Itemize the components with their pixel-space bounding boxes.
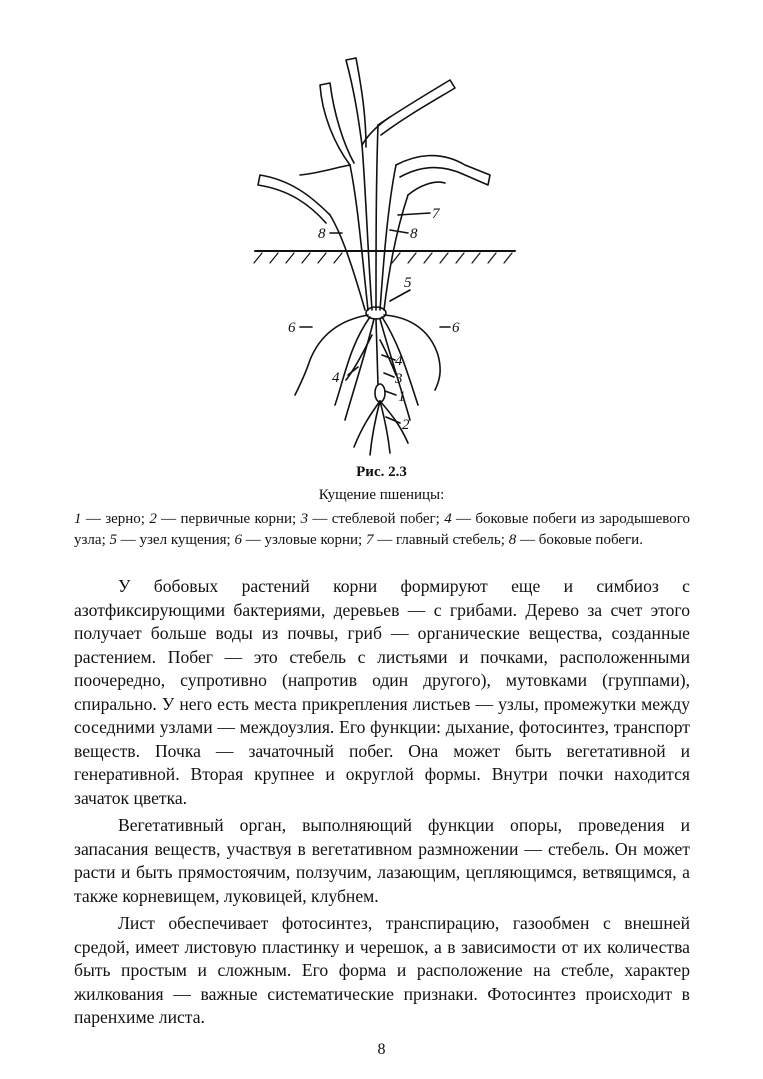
legend-text: — зерно; [81, 511, 150, 527]
paragraph-3: Лист обеспечивает фотосинтез, транспирацию, газообмен с внешней средой, имеет листовую пластинку и черешок, а в зависимости от их количества быть простым и сложным. Его форма и расположение на стебле, характер жилкования — важные систематические признаки. Фотосинтез происходит в паренхиме листа. [74, 913, 690, 1027]
callout-7: 7 [432, 206, 440, 222]
legend-num: 7 [365, 532, 374, 548]
legend-text: — узел кущения; [117, 532, 235, 548]
legend-num: 2 [149, 511, 157, 527]
paragraph-2: Вегетативный орган, выполняющий функции опоры, проведения и запасания веществ, участвуя в вегетативном размножении — стебель. Он может расти и быть прямостоячим, ползучим, лазающим, цепляющимся, ветвящимся, а также корневищем, луковицей, клубнем. [74, 815, 690, 906]
legend-num: 1 [74, 511, 82, 527]
callout-6-left: 6 [288, 320, 296, 336]
legend-num: 3 [300, 511, 309, 527]
figure-subtitle: Кущение пшеницы: [318, 487, 445, 503]
callout-6-right: 6 [452, 320, 460, 336]
legend-num: 8 [508, 532, 517, 548]
figure-title: Рис. 2.3 [356, 464, 407, 480]
legend-num: 5 [109, 532, 117, 548]
legend-num: 4 [444, 511, 452, 527]
wheat-plant-drawing [250, 55, 520, 465]
callout-4-left: 4 [332, 370, 340, 386]
body-text [74, 575, 690, 1034]
callout-2: 2 [402, 417, 410, 433]
legend-text: — стеблевой побег; [308, 511, 445, 527]
legend-text: — узловые корни; [241, 532, 366, 548]
page-number: 8 [377, 1041, 386, 1058]
legend-text: — боковые побеги из зародышевого узла; [74, 511, 691, 548]
callout-8-left: 8 [318, 226, 326, 242]
callout-3: 3 [395, 371, 403, 387]
figure-legend [74, 509, 690, 551]
callout-5: 5 [404, 275, 412, 291]
legend-text: — главный стебель; [373, 532, 509, 548]
legend-text: — боковые побеги. [516, 532, 643, 548]
callout-4-right: 4 [395, 353, 403, 369]
legend-text: — первичные корни; [156, 511, 301, 527]
wheat-tillering-figure [250, 55, 520, 465]
callout-1: 1 [398, 389, 406, 405]
legend-num: 6 [234, 532, 242, 548]
paragraph-1: У бобовых растений корни формируют еще и симбиоз с азотфиксирующими бактериями, деревьев — с грибами. Дерево за счет этого получает больше воды из почвы, гриб — органические вещества, созданные растением. Побег — это стебель с листьями и почками, расположенными поочередно, супротивно (напротив один другого), мутовками (группами), спирально. У него есть места прикрепления листьев — узлы, промежутки между соседними узлами — междоузлия. Его функции: дыхание, фотосинтез, транспорт веществ. Почка — зачаточный побег. Она может быть вегетативной и генеративной. Вторая крупнее и округлой формы. Внутри почки находится зачаток цветка. [74, 576, 690, 808]
callout-8-right: 8 [410, 226, 418, 242]
